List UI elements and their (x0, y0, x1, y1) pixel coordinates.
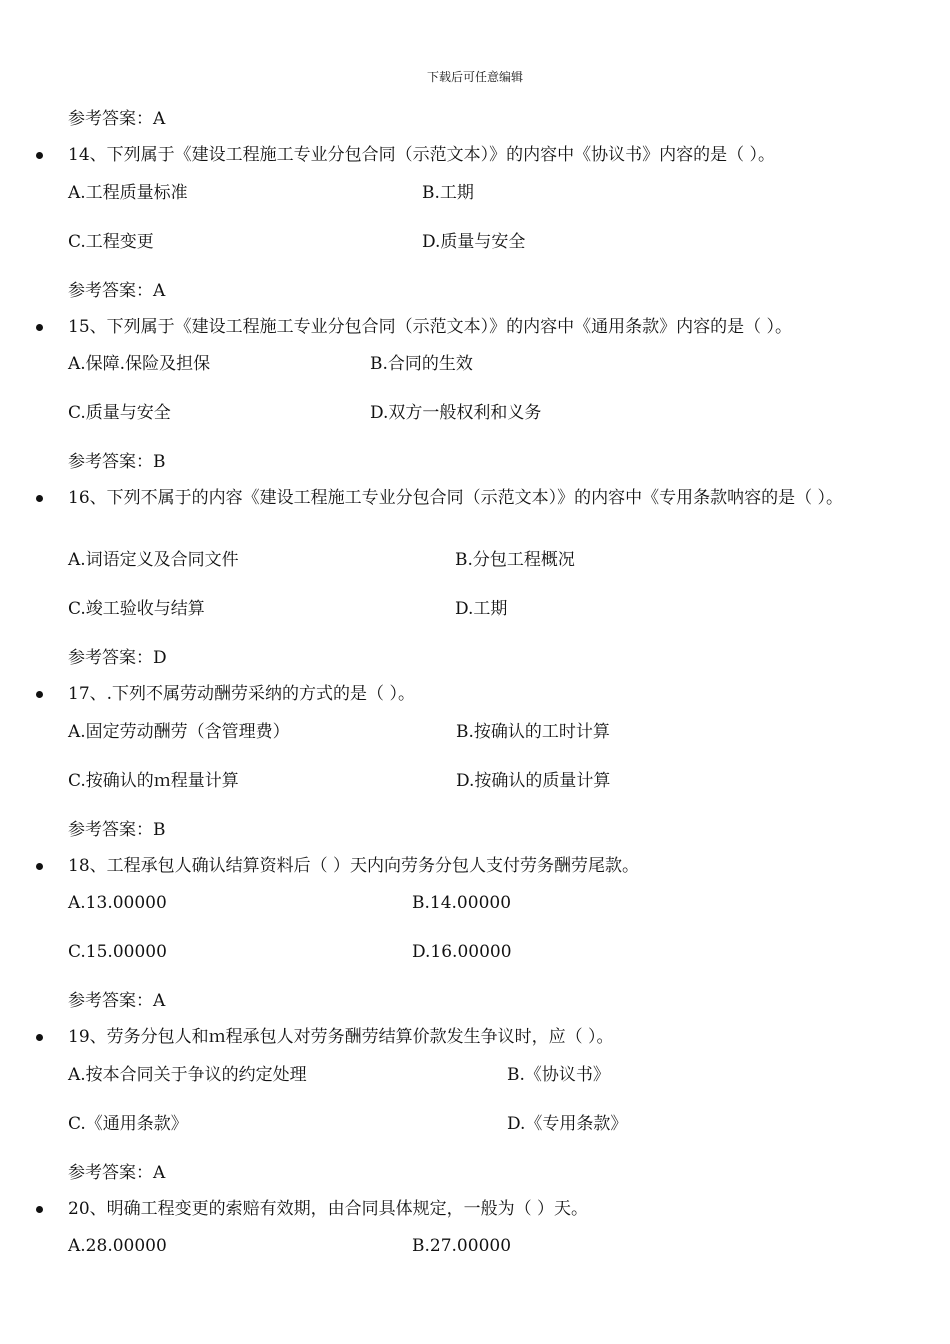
question-text: 14、下列属于《建设工程施工专业分包合同（示范文本）》的内容中《协议书》内容的是（ ）。 (68, 145, 776, 165)
option-a: A.工程质量标准 (68, 183, 188, 203)
answer-label: 参考答案： (68, 281, 153, 301)
question-text: 17、.下列不属劳动酬劳采纳的方式的是（ ）。 (68, 684, 415, 704)
option-a: A.按本合同关于争议的约定处理 (68, 1065, 307, 1085)
option-d: D.16.00000 (412, 942, 512, 962)
answer-value: A (153, 991, 166, 1011)
answer-value: B (153, 452, 166, 472)
option-d: D.按确认的质量计算 (456, 771, 611, 791)
answer-line (68, 818, 166, 842)
question-text: 18、工程承包人确认结算资料后（ ）天内向劳务分包人支付劳务酬劳尾款。 (68, 856, 640, 876)
answer-line (68, 450, 166, 474)
option-a: A.固定劳动酬劳（含管理费） (68, 722, 290, 742)
bullet-icon (36, 691, 43, 698)
question-text: 19、劳务分包人和ｍ程承包人对劳务酬劳结算价款发生争议时，应（ ）。 (68, 1027, 614, 1047)
question-text: 20、明确工程变更的索赔有效期，由合同具体规定，一般为（ ）天。 (68, 1199, 589, 1219)
option-b: B.合同的生效 (370, 354, 473, 374)
option-c: C.15.00000 (68, 942, 167, 962)
answer-label: 参考答案： (68, 648, 153, 668)
option-c: C.工程变更 (68, 232, 154, 252)
answer-line (68, 646, 167, 670)
option-d: D.质量与安全 (422, 232, 526, 252)
option-b: B.按确认的工时计算 (456, 722, 610, 742)
option-c: C.竣工验收与结算 (68, 599, 205, 619)
option-b: B.14.00000 (412, 893, 512, 913)
option-a: A.保障.保险及担保 (68, 354, 211, 374)
bullet-icon (36, 1206, 43, 1213)
bullet-icon (36, 1034, 43, 1041)
answer-value: D (153, 648, 167, 668)
option-a: A.13.00000 (68, 893, 167, 913)
option-b: B.分包工程概况 (455, 550, 575, 570)
option-a: A.词语定义及合同文件 (68, 550, 239, 570)
answer-value: A (153, 1163, 166, 1183)
answer-value: B (153, 820, 166, 840)
bullet-icon (36, 495, 43, 502)
answer-label: 参考答案： (68, 991, 153, 1011)
question-text: 16、下列不属于的内容《建设工程施工专业分包合同（示范文本）》的内容中《专用条款呐容的是（ ）。 (68, 488, 844, 508)
answer-line (68, 107, 165, 131)
option-a: A.28.00000 (68, 1236, 167, 1256)
answer-label: 参考答案： (68, 109, 153, 129)
answer-line (68, 989, 165, 1013)
answer-line (68, 279, 165, 303)
answer-label: 参考答案： (68, 820, 153, 840)
option-c: C.按确认的ｍ程量计算 (68, 771, 239, 791)
option-b: B.27.00000 (412, 1236, 512, 1256)
answer-value: A (153, 109, 166, 129)
option-d: D.《专用条款》 (507, 1114, 628, 1134)
option-b: B.《协议书》 (507, 1065, 610, 1085)
option-b: B.工期 (422, 183, 474, 203)
answer-value: A (153, 281, 166, 301)
option-c: C.质量与安全 (68, 403, 171, 423)
bullet-icon (36, 152, 43, 159)
bullet-icon (36, 863, 43, 870)
option-d: D.工期 (455, 599, 508, 619)
answer-line (68, 1161, 165, 1185)
option-c: C.《通用条款》 (68, 1114, 188, 1134)
bullet-icon (36, 324, 43, 331)
answer-label: 参考答案： (68, 452, 153, 472)
page-header: 下载后可任意编辑 (426, 70, 523, 84)
answer-label: 参考答案： (68, 1163, 153, 1183)
option-d: D.双方一般权利和义务 (370, 403, 542, 423)
question-text: 15、下列属于《建设工程施工专业分包合同（示范文本）》的内容中《通用条款》内容的是（ ）。 (68, 317, 793, 337)
